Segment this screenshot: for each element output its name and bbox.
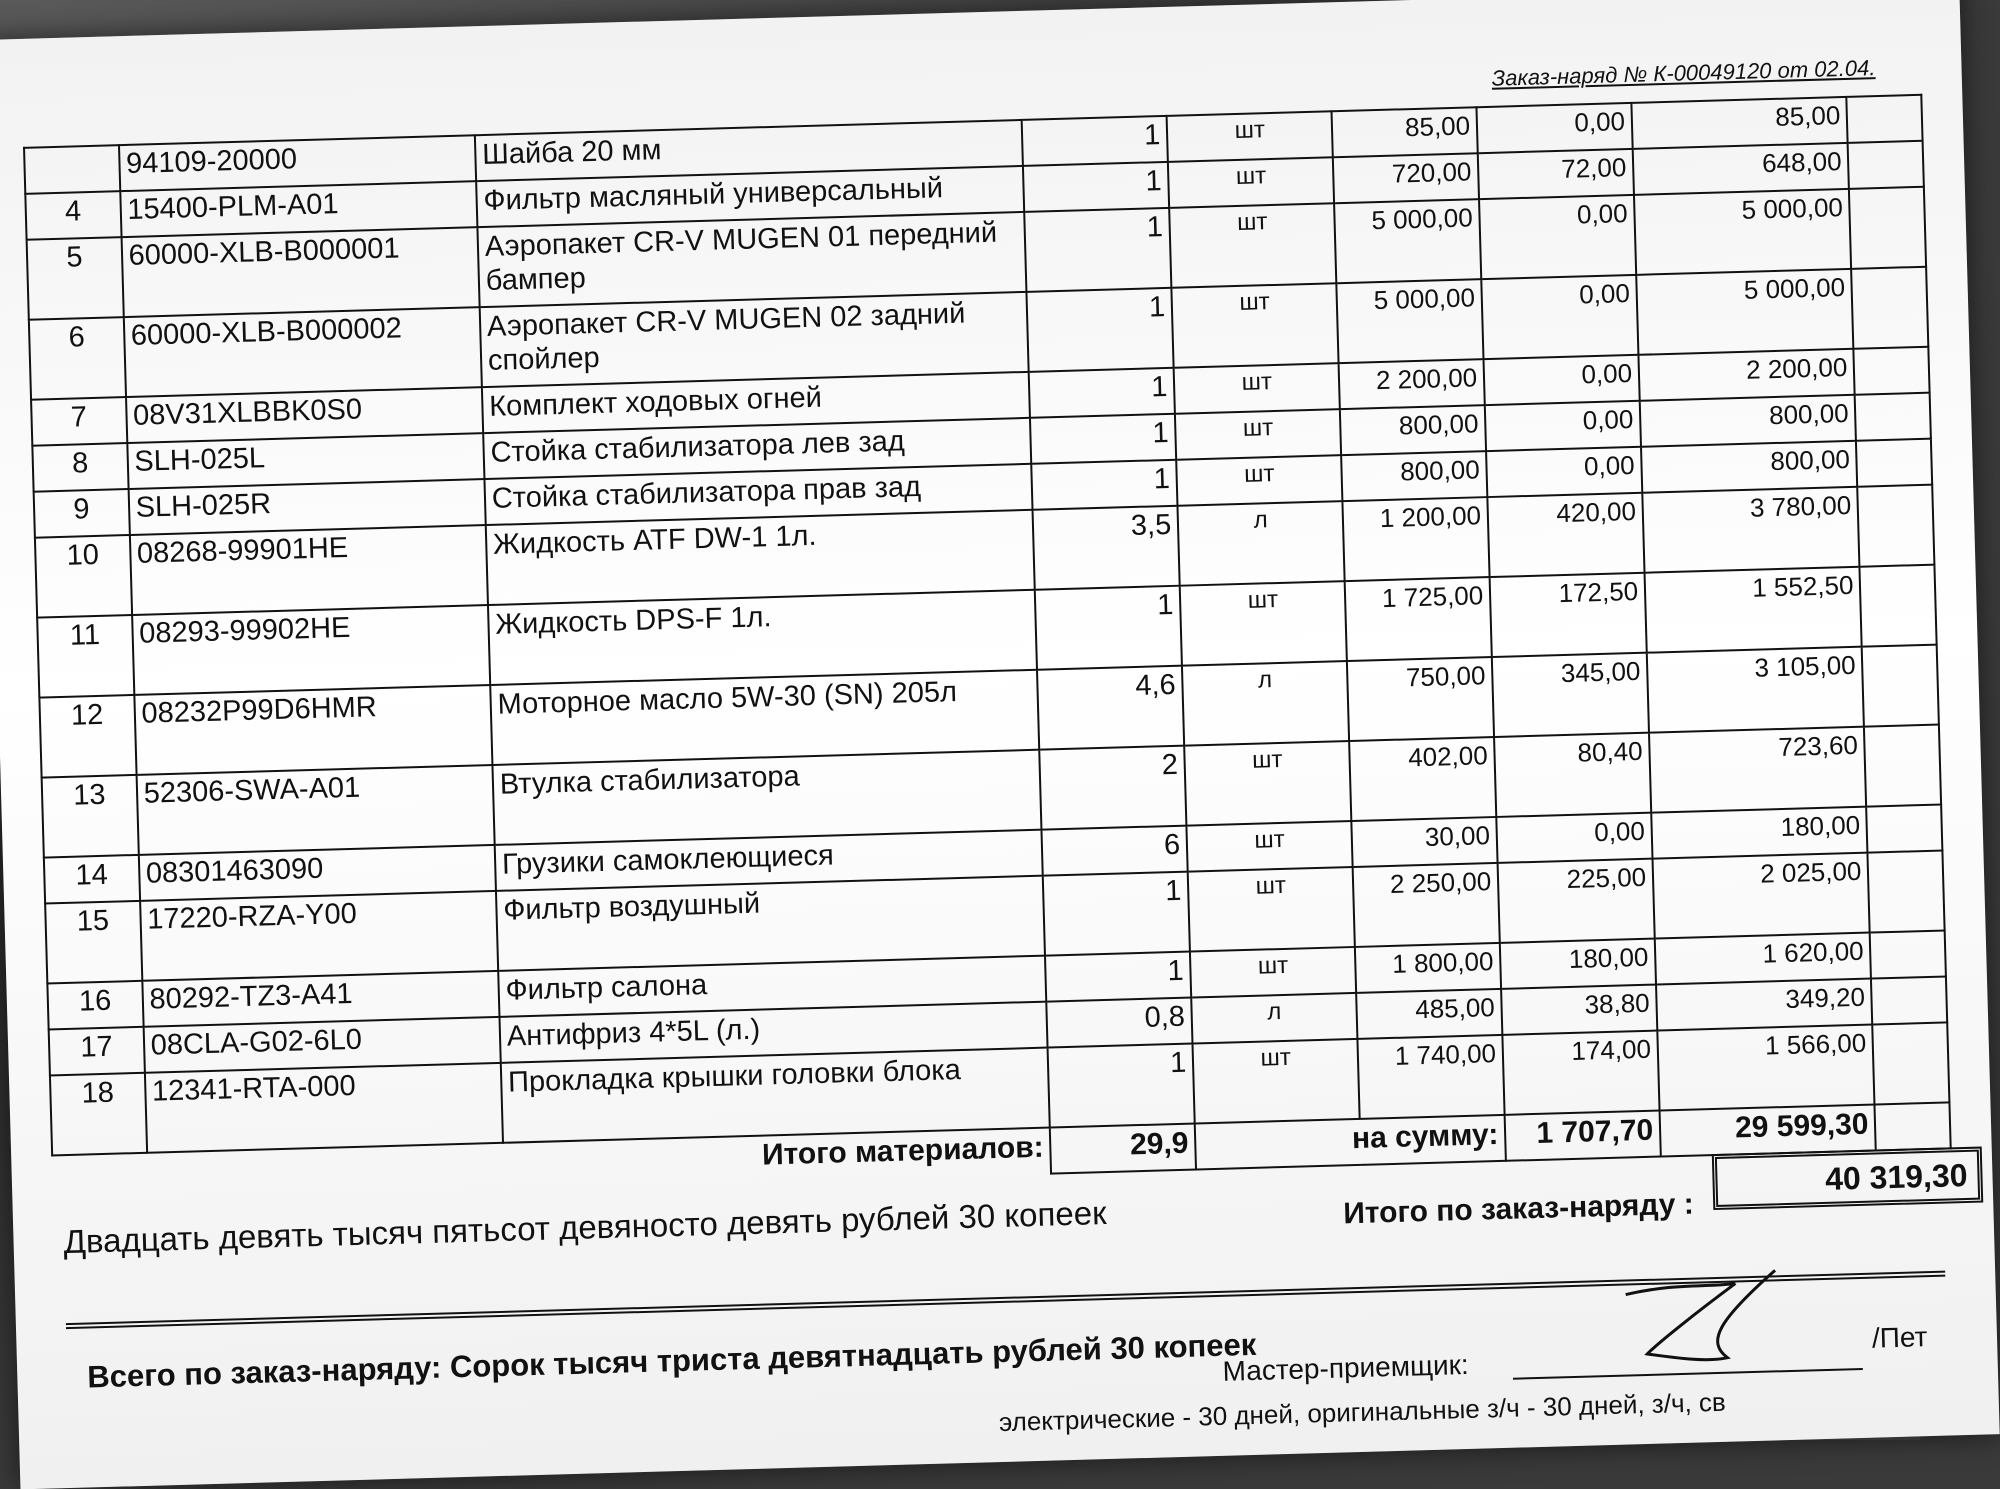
quantity: 1 [1023, 162, 1169, 212]
discount: 0,00 [1486, 447, 1642, 497]
quantity: 1 [1025, 208, 1172, 292]
part-name: Фильтр масляный универсальный [476, 166, 1025, 227]
warranty-text: электрические - 30 дней, оригинальные з/ч - 30 дней, з/ч, св [998, 1386, 1727, 1438]
part-name: Аэропакет CR-V MUGEN 01 передний бампер [477, 212, 1026, 307]
part-code: 08232P99D6HMR [134, 685, 492, 775]
line-sum: 1 620,00 [1655, 933, 1872, 985]
discount: 180,00 [1500, 939, 1656, 989]
part-code: 12341-RTA-000 [144, 1063, 502, 1153]
part-code: 60000-XLB-B000002 [123, 307, 481, 397]
line-sum: 800,00 [1641, 441, 1858, 493]
part-name: Стойка стабилизатора прав зад [484, 464, 1033, 525]
price: 5 000,00 [1334, 199, 1481, 283]
materials-total-in-words: Двадцать девять тысяч пятьсот девяносто девять рублей 30 копеек [63, 1194, 1107, 1261]
empty-cell [1875, 1102, 1951, 1150]
price: 720,00 [1333, 153, 1479, 203]
part-name: Антифриз 4*5L (л.) [499, 1002, 1048, 1063]
unit: шт [1175, 409, 1341, 460]
part-name: Жидкость DPS-F 1л. [488, 590, 1037, 685]
unit: шт [1172, 283, 1339, 368]
empty-cell [1848, 141, 1924, 189]
line-sum: 85,00 [1632, 97, 1849, 149]
grand-total-value: 40 319,30 [1712, 1147, 1983, 1211]
row-number: 8 [32, 443, 128, 492]
row-number: 16 [47, 981, 143, 1030]
price: 30,00 [1352, 817, 1498, 867]
part-name: Фильтр воздушный [496, 876, 1045, 971]
line-sum: 1 552,50 [1645, 567, 1863, 653]
part-name: Фильтр салона [498, 956, 1047, 1017]
grand-total-in-words: Всего по заказ-наряду: Сорок тысяч триста девятнадцать рублей 30 копеек [86, 1326, 1257, 1395]
part-name: Комплект ходовых огней [482, 372, 1031, 433]
line-sum: 648,00 [1633, 143, 1850, 195]
quantity: 2 [1040, 746, 1187, 830]
quantity: 1 [1022, 116, 1168, 166]
empty-cell [1873, 1022, 1950, 1104]
price: 5 000,00 [1337, 279, 1484, 363]
line-sum: 3 780,00 [1642, 487, 1860, 573]
unit: шт [1174, 363, 1340, 414]
row-number: 5 [27, 237, 124, 320]
row-number: 17 [49, 1027, 145, 1076]
row-number: 15 [45, 901, 142, 984]
price: 1 200,00 [1343, 497, 1490, 581]
discount: 0,00 [1481, 275, 1638, 359]
unit: шт [1176, 455, 1342, 506]
unit: л [1191, 993, 1357, 1044]
quantity: 0,8 [1047, 998, 1193, 1048]
row-number: 18 [50, 1073, 147, 1156]
part-code: 80292-TZ3-A41 [142, 971, 499, 1027]
empty-cell [1856, 439, 1932, 487]
part-name: Жидкость ATF DW-1 1л. [486, 510, 1035, 605]
quantity: 6 [1042, 826, 1188, 876]
discount: 420,00 [1487, 493, 1644, 577]
part-name: Моторное масло 5W-30 (SN) 205л [490, 670, 1039, 765]
part-code: 08CLA-G02-6L0 [143, 1017, 500, 1073]
empty-cell [1852, 267, 1929, 349]
unit: шт [1193, 1039, 1360, 1124]
materials-total-label: Итого материалов: [761, 1130, 1045, 1172]
total-quantity: 29,9 [1050, 1123, 1196, 1173]
grand-total-label: Итого по заказ-наряду : [1342, 1187, 1695, 1231]
unit: шт [1168, 157, 1334, 208]
part-code: 52306-SWA-A01 [136, 765, 494, 855]
unit: шт [1188, 867, 1355, 952]
row-number [24, 145, 120, 194]
price: 1 725,00 [1345, 577, 1492, 661]
part-name: Втулка стабилизатора [492, 750, 1041, 845]
price: 750,00 [1347, 657, 1494, 741]
part-name: Стойка стабилизатора лев зад [483, 418, 1032, 479]
discount: 0,00 [1485, 401, 1641, 451]
empty-cell [1854, 347, 1930, 395]
line-sum: 180,00 [1651, 807, 1868, 859]
discount: 225,00 [1498, 859, 1655, 943]
price: 2 250,00 [1353, 863, 1500, 947]
price: 800,00 [1341, 451, 1487, 501]
part-name: Прокладка крышки головки блока [501, 1048, 1050, 1143]
part-name: Грузики самоклеющиеся [495, 830, 1044, 891]
discount: 38,80 [1501, 985, 1657, 1035]
price: 485,00 [1356, 989, 1502, 1039]
line-sum: 723,60 [1649, 727, 1867, 813]
unit: шт [1184, 741, 1351, 826]
part-code: 08268-99901HE [129, 525, 487, 615]
discount: 0,00 [1484, 355, 1640, 405]
discount: 72,00 [1478, 149, 1634, 199]
materials-table [23, 94, 1952, 1203]
line-sum: 2 200,00 [1639, 349, 1856, 401]
row-number: 4 [25, 191, 121, 240]
line-sum: 1 566,00 [1657, 1025, 1875, 1111]
master-receiver-label: Мастер-приемщик: [1222, 1348, 1470, 1387]
discount: 345,00 [1492, 653, 1649, 737]
empty-cell [1847, 95, 1923, 143]
price: 800,00 [1340, 405, 1486, 455]
line-sum: 800,00 [1640, 395, 1857, 447]
discount: 0,00 [1477, 103, 1633, 153]
part-code: 60000-XLB-B000001 [121, 227, 479, 317]
quantity: 1 [1032, 460, 1178, 510]
quantity: 1 [1029, 368, 1175, 418]
price: 2 200,00 [1339, 359, 1485, 409]
part-code: 17220-RZA-Y00 [140, 891, 498, 981]
empty-cell [1867, 805, 1943, 853]
part-code: SLH-025R [128, 479, 485, 535]
quantity: 1 [1035, 586, 1182, 670]
line-sum: 3 105,00 [1647, 647, 1865, 733]
discount: 174,00 [1503, 1031, 1660, 1115]
handwritten-signature [1615, 1260, 1788, 1375]
part-code: 08V31XLBBK0S0 [126, 387, 483, 443]
row-number: 7 [31, 397, 127, 446]
order-reference: Заказ-наряд № К-00049120 от 02.04. [1491, 55, 1876, 91]
empty-cell [1871, 976, 1947, 1024]
total-discount: 1 707,70 [1505, 1111, 1661, 1161]
unit: шт [1167, 111, 1333, 162]
quantity: 1 [1045, 952, 1191, 1002]
unit: шт [1187, 821, 1353, 872]
total-sum: 29 599,30 [1660, 1105, 1877, 1157]
empty-cell [1849, 187, 1926, 269]
empty-cell [1855, 393, 1931, 441]
row-number: 12 [39, 695, 136, 778]
part-code: 08293-99902HE [132, 605, 490, 695]
line-sum: 5 000,00 [1636, 269, 1854, 355]
discount: 0,00 [1479, 195, 1636, 279]
unit: шт [1180, 581, 1347, 666]
quantity: 1 [1027, 288, 1174, 372]
empty-cell [1860, 565, 1937, 647]
row-number: 6 [29, 317, 126, 400]
price: 85,00 [1332, 107, 1478, 157]
unit: л [1182, 661, 1349, 746]
price: 1 800,00 [1355, 943, 1501, 993]
part-code: SLH-025L [127, 433, 484, 489]
line-sum: 349,20 [1656, 979, 1873, 1031]
price: 402,00 [1349, 737, 1496, 821]
line-sum: 2 025,00 [1653, 853, 1871, 939]
quantity: 3,5 [1033, 506, 1180, 590]
line-sum: 5 000,00 [1634, 189, 1852, 275]
discount: 172,50 [1490, 573, 1647, 657]
master-receiver-name: /Пет [1871, 1321, 1928, 1354]
discount: 0,00 [1496, 813, 1652, 863]
quantity: 1 [1030, 414, 1176, 464]
row-number: 14 [44, 855, 140, 904]
quantity: 4,6 [1037, 666, 1184, 750]
quantity: 1 [1048, 1044, 1195, 1128]
empty-cell [1870, 930, 1946, 978]
row-number: 11 [37, 615, 134, 698]
part-code: 94109-20000 [119, 135, 476, 191]
row-number: 10 [35, 535, 132, 618]
row-number: 13 [42, 775, 139, 858]
unit: л [1178, 501, 1345, 586]
price: 1 740,00 [1358, 1035, 1505, 1119]
sum-label: на сумму: [1195, 1115, 1506, 1170]
empty-cell [1868, 851, 1945, 933]
part-name: Шайба 20 мм [475, 120, 1024, 181]
part-code: 08301463090 [138, 845, 495, 901]
unit: шт [1190, 947, 1356, 998]
unit: шт [1169, 203, 1336, 288]
discount: 80,40 [1494, 733, 1651, 817]
empty-cell [1858, 485, 1935, 567]
empty-cell [1864, 725, 1941, 807]
part-name: Аэропакет CR-V MUGEN 02 задний спойлер [479, 292, 1028, 387]
quantity: 1 [1043, 872, 1190, 956]
part-code: 15400-PLM-A01 [120, 181, 477, 237]
row-number: 9 [34, 489, 130, 538]
empty-cell [1862, 645, 1939, 727]
